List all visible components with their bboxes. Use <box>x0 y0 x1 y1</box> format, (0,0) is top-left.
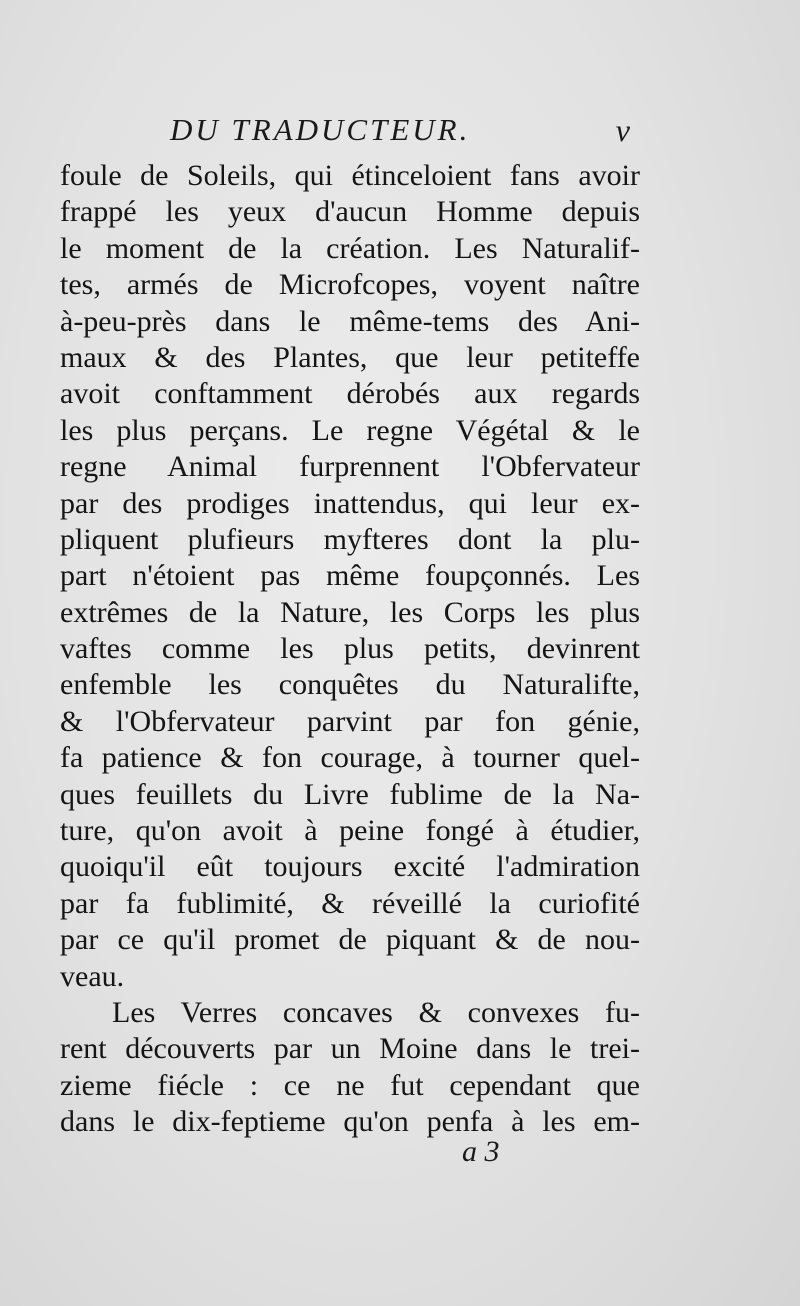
text-line: par ce qu'il promet de piquant & de nou- <box>60 923 640 957</box>
text-line: le moment de la création. Les Naturalif- <box>60 231 640 265</box>
text-line: ques feuillets du Livre fublime de la Na- <box>60 777 640 811</box>
text-line: veau. <box>60 959 125 993</box>
text-line: extrêmes de la Nature, les Corps les plus <box>60 595 640 629</box>
text-line: foule de Soleils, qui étinceloient fans avoir <box>60 159 640 192</box>
text-line: à-peu-près dans le même-tems des Ani- <box>60 304 640 338</box>
text-line: rent découverts par un Moine dans le trei- <box>60 1032 640 1066</box>
text-line: & l'Obfervateur parvint par fon génie, <box>60 704 640 738</box>
text-line: Les Verres concaves & convexes fu- <box>112 995 640 1029</box>
text-line: par fa fublimité, & réveillé la curiofité <box>60 886 640 920</box>
text-line: par des prodiges inattendus, qui leur ex- <box>60 486 640 520</box>
page-number: v <box>615 112 630 148</box>
text-line: quoiqu'il eût toujours excité l'admiration <box>60 850 640 884</box>
text-line: tes, armés de Microfcopes, voyent naître <box>60 268 640 302</box>
running-head <box>170 112 630 152</box>
text-line: regne Animal furprennent l'Obfervateur <box>60 450 640 484</box>
text-line: zieme fiécle : ce ne fut cependant que <box>60 1068 640 1102</box>
body-text <box>60 158 640 1141</box>
text-line: vaftes comme les plus petits, devinrent <box>60 632 640 666</box>
text-line: avoit conftamment dérobés aux regards <box>60 377 640 411</box>
text-line: fa patience & fon courage, à tourner quel- <box>60 741 640 775</box>
text-line: maux & des Plantes, que leur petiteffe <box>60 340 640 374</box>
text-line: frappé les yeux d'aucun Homme depuis <box>60 195 640 229</box>
text-line: les plus perçans. Le regne Végétal & le <box>60 413 640 447</box>
running-title: DU TRADUCTEUR. <box>170 112 471 147</box>
text-line: enfemble les conquêtes du Naturalifte, <box>60 668 640 702</box>
text-line: part n'étoient pas même foupçonnés. Les <box>60 559 640 593</box>
text-line: pliquent plufieurs myfteres dont la plu- <box>60 522 640 556</box>
text-line: ture, qu'on avoit à peine fongé à étudier, <box>60 814 640 848</box>
signature-mark: a 3 <box>462 1135 500 1168</box>
text-line: dans le dix-feptieme qu'on penfa à les em- <box>60 1105 640 1139</box>
